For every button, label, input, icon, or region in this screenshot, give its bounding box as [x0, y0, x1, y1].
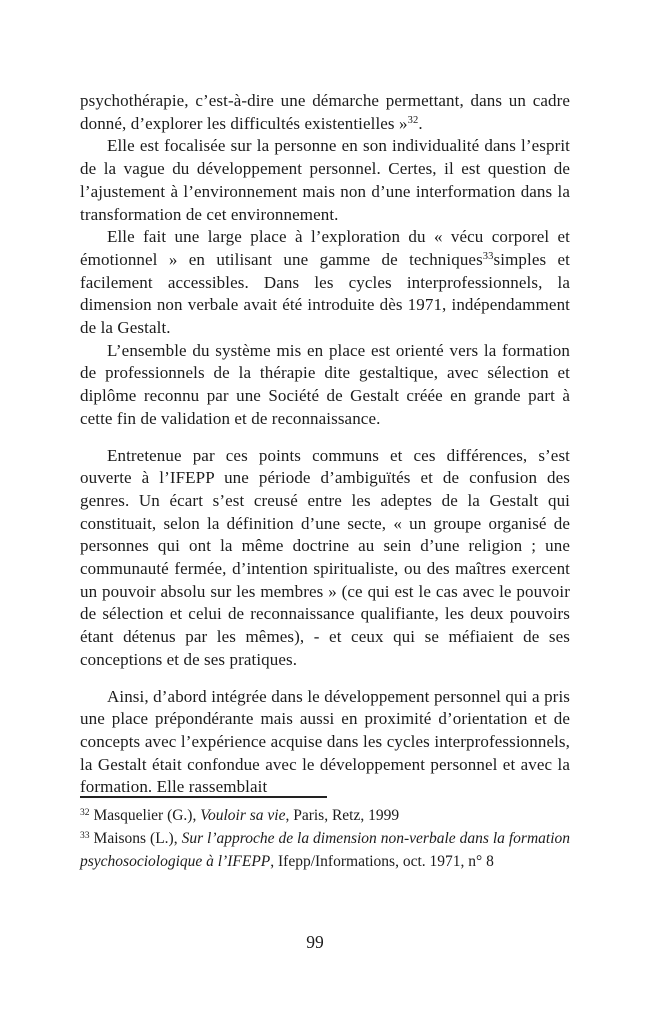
text-segment: Ainsi, d’abord intégrée dans le développement personnel qui a pris une place prépondérante mais aussi en proximité d’orientation et de concepts avec l’expérience acquise dans les cycles interprofessionnels, la Gestalt était confondue avec le développement personnel et avec la formation. Elle rassemblait [80, 686, 570, 797]
text-segment: Maisons (L.), [89, 829, 182, 847]
footnote-number: 33 [80, 829, 90, 841]
text-segment: , Ifepp/Informations, oct. 1971, n° 8 [270, 852, 494, 870]
body-paragraph [80, 226, 570, 340]
footnote-list [80, 805, 570, 873]
footnote-number: 32 [80, 806, 90, 818]
text-segment: Entretenue par ces points communs et ces différences, s’est ouverte à l’IFEPP une période d’ambiguïtés et de confusion des genres. Un écart s’est creusé entre les adeptes de la Gestalt qui constituait, selon la définition d’une secte, « un groupe organisé de personnes qui ont la même doctrine au sein d’une religion ; une communauté fermée, d’intention spiritualiste, ou des maîtres exercent un pouvoir absolu sur les membres » (ce qui est le cas avec le pouvoir de sélection et celui de reconnaissance qualifiante, les deux pouvoirs étant détenus par les mêmes), - et ceux qui se méfiaient de ses conceptions et de ses pratiques. [80, 445, 570, 669]
body-text [80, 90, 570, 799]
footnote-reference: 33 [482, 251, 494, 263]
footnote-section [80, 796, 570, 873]
footnote-separator-rule [80, 796, 327, 798]
text-segment: , Paris, Retz, 1999 [285, 807, 400, 824]
body-paragraph [80, 445, 570, 672]
italic-title: Sur l’approche de la dimension non-verbale dans la formation psychosociologique à l’IFEPP [80, 829, 570, 870]
body-paragraph [80, 135, 570, 226]
text-segment: Elle fait une large place à l’exploration du « vécu corporel et émotionnel » en utilisant une gamme de techniques [80, 227, 570, 269]
text-segment: . [418, 113, 423, 133]
text-segment: psychothérapie, c’est-à-dire une démarche permettant, dans un cadre donné, d’explorer les difficultés existentielles » [80, 91, 570, 133]
body-paragraph [80, 686, 570, 800]
text-segment: Elle est focalisée sur la personne en son individualité dans l’esprit de la vague du développement personnel. Certes, il est question de l’ajustement à l’environnement mais non d’une interformation dans la transformation de cet environnement. [80, 136, 570, 224]
text-segment: simples et facilement accessibles. Dans les cycles interprofessionnels, la dimension non verbale avait été introduite dès 1971, indépendamment de la Gestalt. [80, 249, 570, 338]
page-number: 99 [306, 932, 324, 952]
body-paragraph [80, 340, 570, 431]
italic-title: Vouloir sa vie [200, 807, 286, 824]
text-segment: L’ensemble du système mis en place est orienté vers la formation de professionnels de la thérapie dite gestaltique, avec sélection et diplôme reconnu par une Société de Gestalt créée en grande part à cette fin de validation et de reconnaissance. [80, 340, 570, 428]
footnote-item [80, 805, 570, 828]
text-segment: Masquelier (G.), [89, 807, 201, 824]
footnote-reference: 32 [407, 114, 419, 126]
footnote-item [80, 828, 570, 874]
body-paragraph [80, 90, 570, 135]
